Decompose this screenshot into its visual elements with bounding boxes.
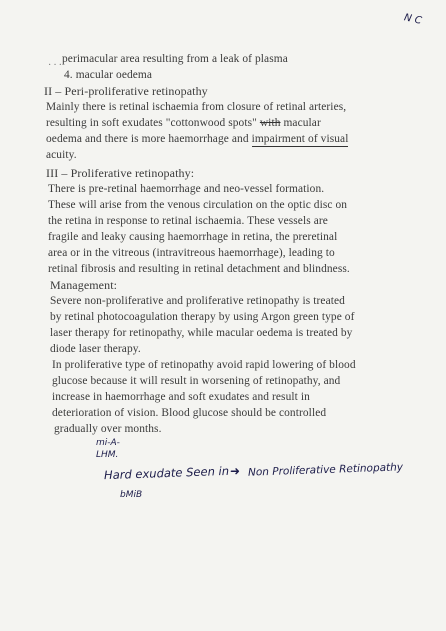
text-line-17: by retinal photocoagulation therapy by using Argon green type of	[50, 311, 355, 323]
handwritten-note-small-1: mi-A-	[96, 438, 120, 448]
text-line-22: increase in haemorrhage and soft exudates and result in	[52, 391, 310, 403]
handwritten-note-target: Non Proliferative Retinopathy	[247, 461, 404, 479]
text-line-23: deterioration of vision. Blood glucose should be controlled	[52, 407, 327, 419]
text-line-21: glucose because it will result in worsening of retinopathy, and	[52, 375, 341, 387]
heading-management: Management:	[50, 278, 118, 292]
text-line-11: the retina in response to retinal ischaemia. These vessels are	[48, 215, 328, 227]
text-line-18: laser therapy for retinopathy, while macular oedema is treated by	[50, 327, 353, 339]
handwritten-corner-mark: N C	[403, 12, 423, 27]
text-line-13: area or in the vitreous (intravitreous haemorrhage), leading to	[48, 247, 335, 259]
handwritten-note-small-2: LHM.	[96, 450, 119, 460]
text-line-14: retinal fibrosis and resulting in retinal detachment and blindness.	[48, 263, 350, 275]
handwritten-note-main: Hard exudate Seen in	[103, 463, 230, 483]
text-line-20: In proliferative type of retinopathy avoid rapid lowering of blood	[52, 359, 356, 371]
text-line-10: These will arise from the venous circulation on the optic disc on	[48, 199, 348, 211]
text-line-6-prefix: oedema and there is more haemorrhage and	[46, 133, 252, 145]
text-line-5-prefix: resulting in soft exudates "cottonwood spots"	[46, 117, 260, 129]
struck-word: with	[259, 117, 281, 129]
text-line-4: Mainly there is retinal ischaemia from closure of retinal arteries,	[46, 101, 347, 113]
text-line-12: fragile and leaky causing haemorrhage in retina, the preretinal	[48, 231, 338, 243]
text-line-7: acuity.	[46, 149, 77, 161]
text-line-6	[46, 132, 348, 146]
dotted-leader: ···	[48, 60, 64, 71]
heading-peri-proliferative: II – Peri-proliferative retinopathy	[44, 84, 208, 98]
text-line-1: perimacular area resulting from a leak of plasma	[62, 53, 288, 65]
arrow-right-icon: ➜	[230, 464, 241, 478]
text-line-24: gradually over months.	[54, 423, 162, 435]
text-line-5	[46, 116, 321, 130]
underlined-phrase: impairment of visual	[251, 133, 349, 145]
handwritten-note-small-3: bMiB	[120, 490, 143, 500]
text-line-9: There is pre-retinal haemorrhage and neo-vessel formation.	[48, 183, 325, 195]
text-line-19: diode laser therapy.	[50, 343, 141, 355]
text-line-16: Severe non-proliferative and proliferative retinopathy is treated	[50, 295, 345, 307]
text-line-2: 4. macular oedema	[64, 69, 153, 81]
heading-proliferative: III – Proliferative retinopathy:	[46, 166, 195, 180]
text-line-5-suffix: macular	[280, 117, 321, 129]
